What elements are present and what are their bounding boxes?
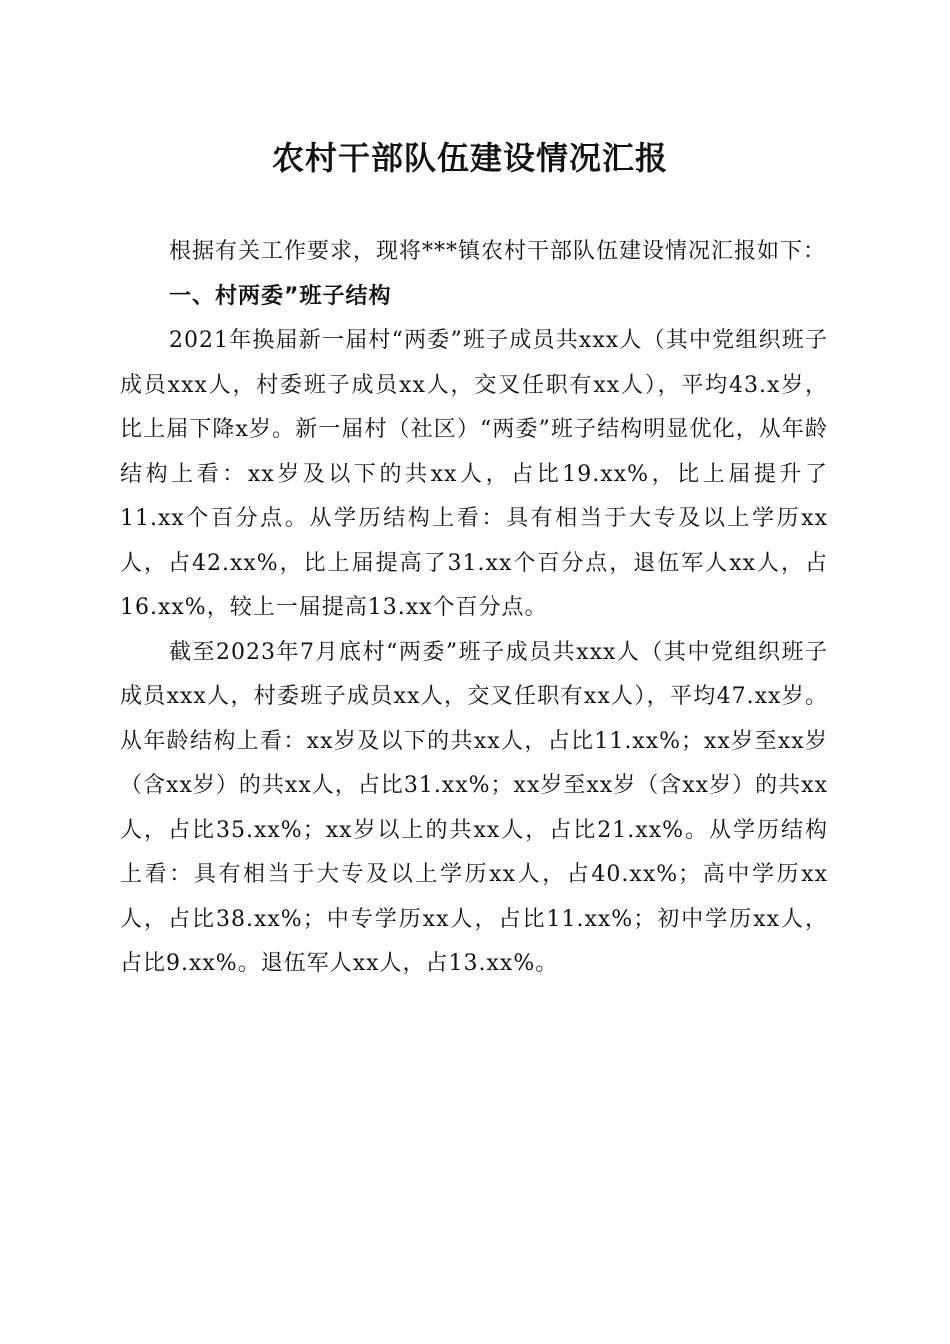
document-title: 农村干部队伍建设情况汇报: [271, 139, 668, 177]
section-heading-1: 一、村两委”班子结构: [169, 283, 392, 309]
body-paragraph-1: 2021年换届新一届村“两委”班子成员共xxx人（其中党组织班子成员xxx人，村委班子成员xx人，交叉任职有xx人），平均43.x岁，比上届下降x岁。新一届村（社区）“两委”班子结构明显优化，从年龄结构上看：xx岁及以下的共xx人，占比19.xx%，比上届提升了11.xx个百分点。从学历结构上看：具有相当于大专及以上学历xx人，占42.xx%，比上届提高了31.xx个百分点，退伍军人xx人，占16.xx%，较上一届提高13.xx个百分点。: [120, 328, 828, 620]
intro-paragraph: 根据有关工作要求，现将***镇农村干部队伍建设情况汇报如下：: [169, 239, 827, 264]
document-body: [120, 230, 828, 987]
body-paragraph-2: 截至2023年7月底村“两委”班子成员共xxx人（其中党组织班子成员xxx人，村委班子成员xx人，交叉任职有xx人），平均47.xx岁。从年龄结构上看：xx岁及以下的共xx人，占比11.xx%；xx岁至xx岁（含xx岁）的共xx人，占比31.xx%；xx岁至xx岁（含xx岁）的共xx人，占比35.xx%；xx岁以上的共xx人，占比21.xx%。从学历结构上看：具有相当于大专及以上学历xx人，占40.xx%；高中学历xx人，占比38.xx%；中专学历xx人，占比11.xx%；初中学历xx人，占比9.xx%。退伍军人xx人，占13.xx%。: [120, 639, 828, 976]
